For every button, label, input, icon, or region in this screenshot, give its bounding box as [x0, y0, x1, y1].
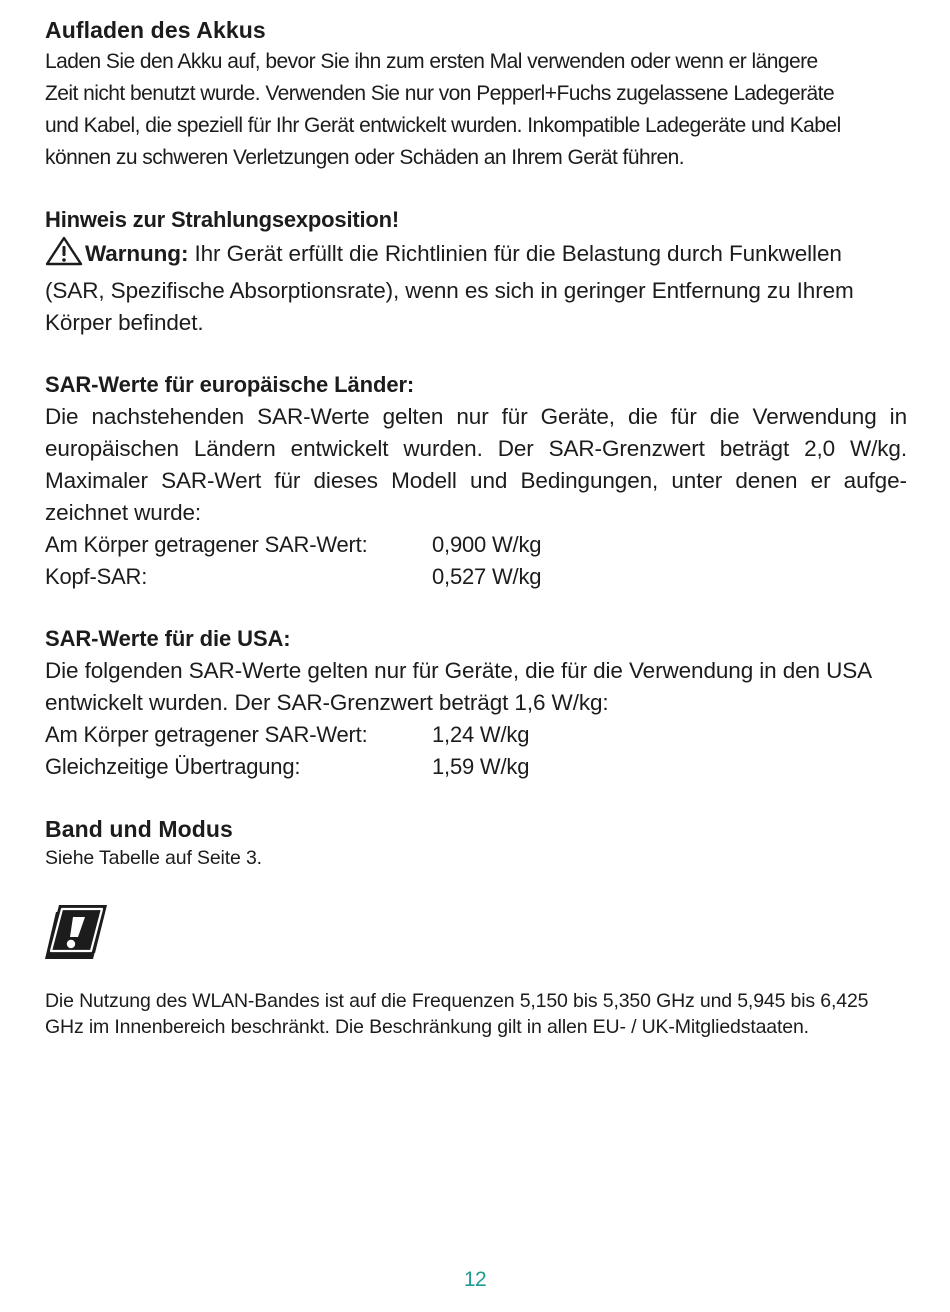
sar-row	[45, 719, 907, 751]
heading-sar-eu: SAR-Werte für europäische Länder:	[45, 372, 415, 397]
warning-triangle-icon	[45, 236, 83, 275]
paragraph-line: Zeit nicht benutzt wurde. Verwenden Sie nur von Pepperl+Fuchs zugelassene Ladegeräte	[45, 82, 835, 105]
sar-label: Am Körper getragener SAR-Wert:	[45, 722, 368, 747]
sar-label: Kopf-SAR:	[45, 564, 148, 589]
heading-akku: Aufladen des Akkus	[45, 17, 266, 43]
sar-row	[45, 561, 907, 593]
heading-sar-usa: SAR-Werte für die USA:	[45, 626, 291, 651]
warning-text: Ihr Gerät erfüllt die Richtlinien für die Belastung durch Funkwellen (SAR, Spezifische Absorptionsrate), wenn es sich in geringer Entfernung zu Ihrem Körper befindet.	[45, 241, 854, 335]
sar-row	[45, 529, 907, 561]
heading-band: Band und Modus	[45, 816, 233, 842]
paragraph-akku	[45, 46, 907, 174]
sar-value: 1,59 W/kg	[432, 754, 530, 779]
sar-value: 0,900 W/kg	[432, 532, 542, 557]
heading-strahlung: Hinweis zur Strahlungsexposition!	[45, 207, 399, 232]
sar-row	[45, 751, 907, 783]
document-page	[45, 14, 907, 1040]
paragraph-sar-eu: Die nachstehenden SAR-Werte gelten nur für Geräte, die für die Verwendung in europäischen Ländern entwickelt wurden. Der SAR-Grenzwert beträgt 2,0 W/kg. Maximaler SAR-Wert für dieses Modell und Bedingungen, unter denen er aufgezeichnet wurde:	[45, 404, 907, 525]
sar-label: Am Körper getragener SAR-Wert:	[45, 532, 368, 557]
warning-paragraph	[45, 236, 907, 339]
paragraph-sar-usa: Die folgenden SAR-Werte gelten nur für Geräte, die für die Verwendung in den USA entwickelt wurden. Der SAR-Grenzwert beträgt 1,6 W/kg:	[45, 658, 871, 715]
page-number: 12	[463, 1268, 487, 1291]
indoor-use-notice-icon	[45, 901, 907, 968]
paragraph-line: Laden Sie den Akku auf, bevor Sie ihn zum ersten Mal verwenden oder wenn er längere	[45, 50, 818, 73]
paragraph-line: und Kabel, die speziell für Ihr Gerät entwickelt wurden. Inkompatible Ladegeräte und Kabel	[45, 114, 841, 137]
warning-label: Warnung:	[85, 241, 189, 266]
paragraph-wlan: Die Nutzung des WLAN-Bandes ist auf die Frequenzen 5,150 bis 5,350 GHz und 5,945 bis 6,425 GHz im Innenbereich beschränkt. Die Beschränkung gilt in allen EU- / UK-Mitgliedstaaten.	[45, 990, 869, 1038]
paragraph-line: können zu schweren Verletzungen oder Schäden an Ihrem Gerät führen.	[45, 146, 685, 169]
paragraph-band: Siehe Tabelle auf Seite 3.	[45, 847, 262, 869]
sar-value: 0,527 W/kg	[432, 564, 542, 589]
sar-value: 1,24 W/kg	[432, 722, 530, 747]
sar-label: Gleichzeitige Übertragung:	[45, 754, 301, 779]
